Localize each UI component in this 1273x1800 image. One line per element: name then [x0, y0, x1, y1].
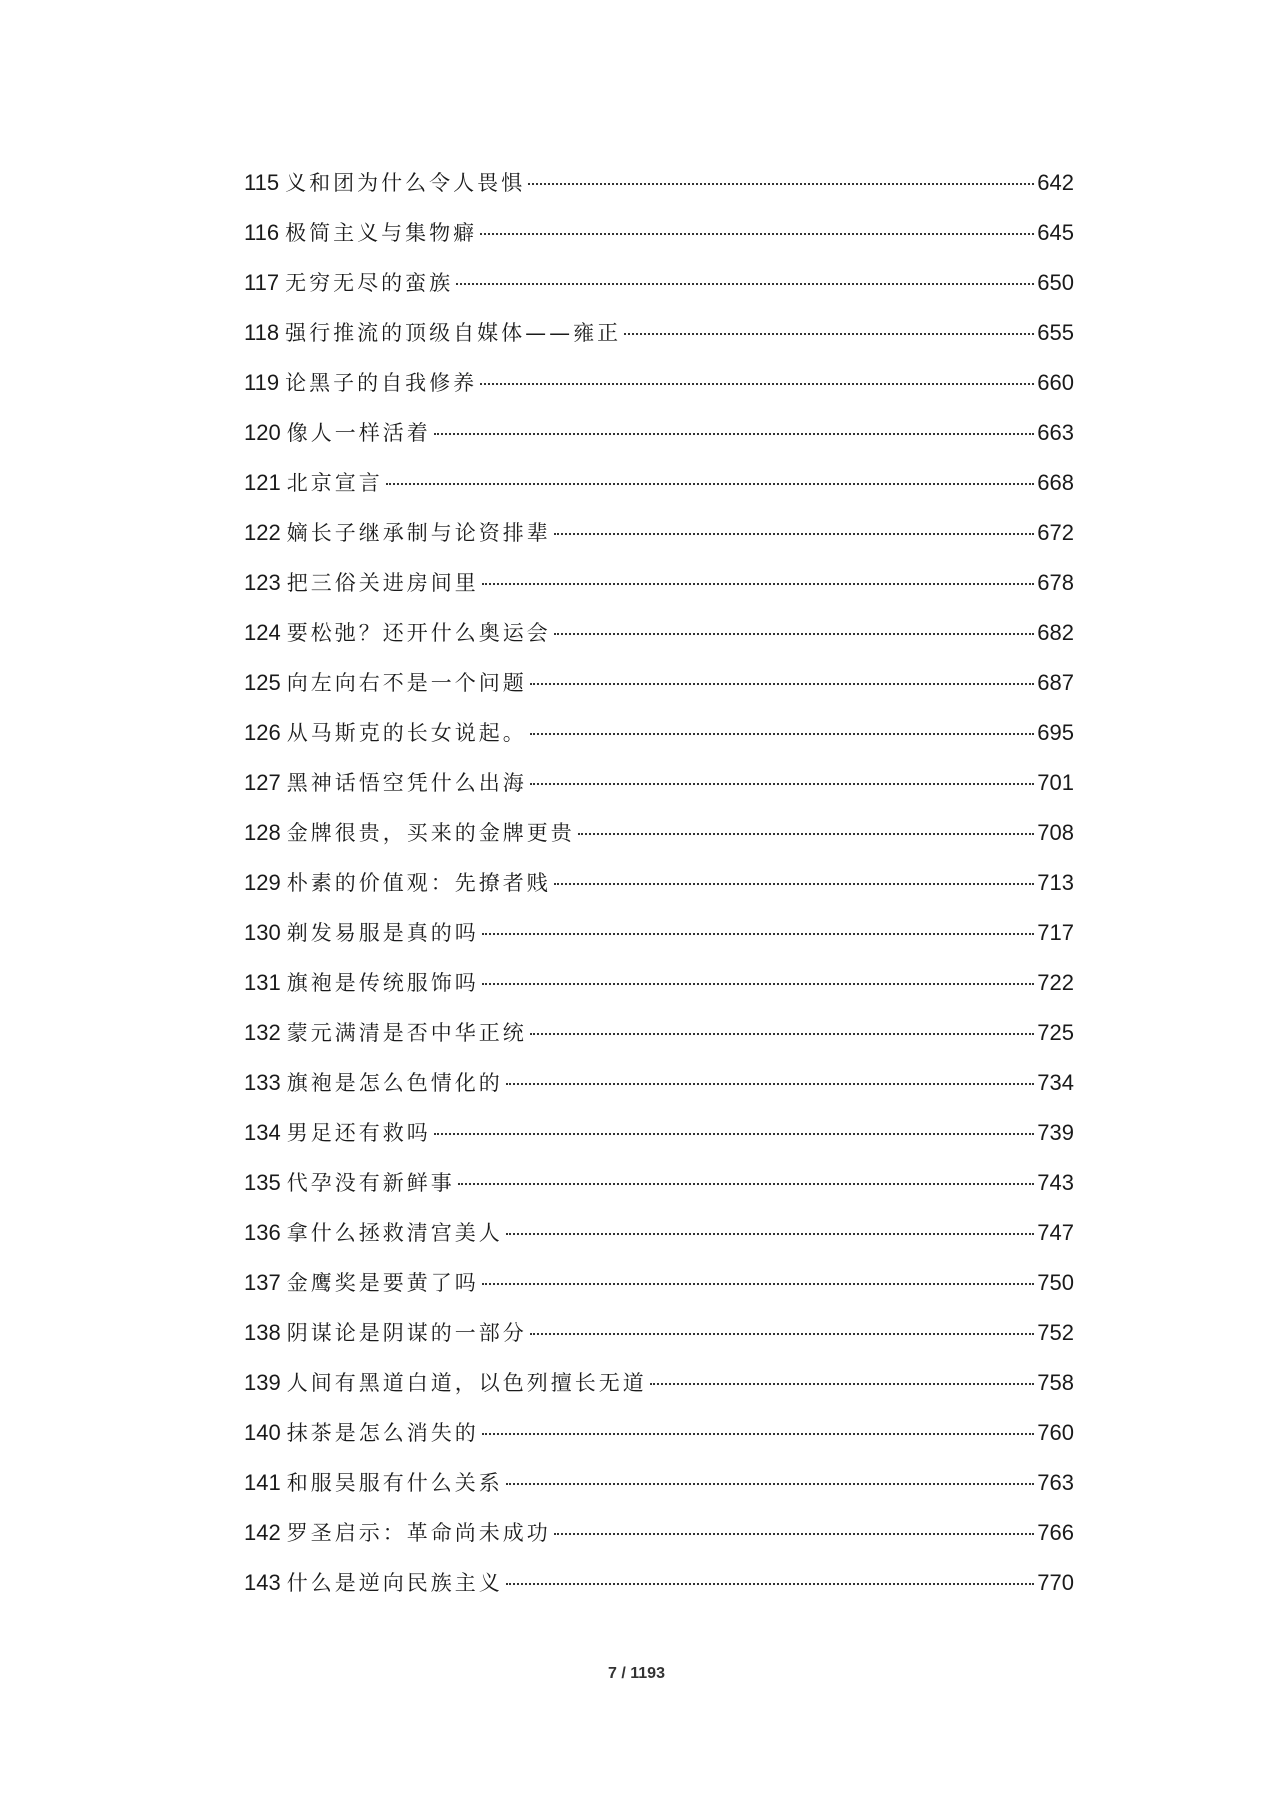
- entry-title: 从马斯克的长女说起。: [286, 721, 527, 745]
- dot-leader: [506, 1083, 1035, 1085]
- dot-leader: [530, 1333, 1035, 1335]
- toc-entry-140[interactable]: [244, 1408, 1074, 1458]
- entry-page-number: 722: [1037, 970, 1074, 995]
- dot-leader: [554, 533, 1035, 535]
- toc-entry-133[interactable]: [244, 1058, 1074, 1108]
- entry-title: 什么是逆向民族主义: [286, 1571, 503, 1595]
- entry-number: 124: [244, 620, 281, 645]
- toc-entry-123[interactable]: [244, 558, 1074, 608]
- toc-entry-131[interactable]: [244, 958, 1074, 1008]
- toc-entry-117[interactable]: [244, 258, 1074, 308]
- dot-leader: [386, 483, 1035, 485]
- entry-title: 代孕没有新鲜事: [286, 1171, 455, 1195]
- toc-entry-118[interactable]: [244, 308, 1074, 358]
- entry-page-number: 734: [1037, 1070, 1074, 1095]
- entry-title: 向左向右不是一个问题: [286, 671, 527, 695]
- entry-title: 和服吴服有什么关系: [286, 1471, 503, 1495]
- dot-leader: [482, 933, 1035, 935]
- entry-number: 133: [244, 1070, 281, 1095]
- toc-entry-128[interactable]: [244, 808, 1074, 858]
- entry-page-number: 645: [1037, 220, 1074, 245]
- entry-title: 极简主义与集物癖: [285, 221, 478, 245]
- toc-entry-121[interactable]: [244, 458, 1074, 508]
- entry-title: 嫡长子继承制与论资排辈: [286, 521, 551, 545]
- entry-page-number: 770: [1037, 1570, 1074, 1595]
- dot-leader: [480, 383, 1034, 385]
- toc-entry-120[interactable]: [244, 408, 1074, 458]
- entry-title: 强行推流的顶级自媒体——雍正: [285, 321, 622, 345]
- entry-page-number: 747: [1037, 1220, 1074, 1245]
- entry-page-number: 695: [1037, 720, 1074, 745]
- entry-title: 北京宣言: [286, 471, 383, 495]
- entry-page-number: 663: [1037, 420, 1074, 445]
- entry-title: 论黑子的自我修养: [285, 371, 478, 395]
- entry-title: 蒙元满清是否中华正统: [286, 1021, 527, 1045]
- dot-leader: [530, 683, 1035, 685]
- entry-title: 男足还有救吗: [286, 1121, 431, 1145]
- entry-number: 138: [244, 1320, 281, 1345]
- entry-number: 130: [244, 920, 281, 945]
- entry-title: 金鹰奖是要黄了吗: [286, 1271, 479, 1295]
- entry-page-number: 766: [1037, 1520, 1074, 1545]
- entry-title: 把三俗关进房间里: [286, 571, 479, 595]
- entry-page-number: 763: [1037, 1470, 1074, 1495]
- entry-number: 127: [244, 770, 281, 795]
- entry-page-number: 752: [1037, 1320, 1074, 1345]
- entry-title: 旗袍是怎么色情化的: [286, 1071, 503, 1095]
- dot-leader: [624, 333, 1034, 335]
- dot-leader: [482, 583, 1035, 585]
- entry-number: 135: [244, 1170, 281, 1195]
- entry-number: 134: [244, 1120, 281, 1145]
- dot-leader: [554, 883, 1035, 885]
- entry-number: 123: [244, 570, 281, 595]
- entry-number: 139: [244, 1370, 281, 1395]
- dot-leader: [554, 1533, 1035, 1535]
- entry-number: 126: [244, 720, 281, 745]
- toc-entry-119[interactable]: [244, 358, 1074, 408]
- dot-leader: [434, 1133, 1035, 1135]
- entry-number: 128: [244, 820, 281, 845]
- entry-page-number: 739: [1037, 1120, 1074, 1145]
- toc-entry-124[interactable]: [244, 608, 1074, 658]
- toc-entry-122[interactable]: [244, 508, 1074, 558]
- toc-entry-135[interactable]: [244, 1158, 1074, 1208]
- entry-number: 116: [244, 220, 280, 245]
- entry-title: 要松弛？还开什么奥运会: [286, 621, 551, 645]
- toc-entry-126[interactable]: [244, 708, 1074, 758]
- toc-entry-132[interactable]: [244, 1008, 1074, 1058]
- entry-title: 拿什么拯救清宫美人: [286, 1221, 503, 1245]
- toc-entry-141[interactable]: [244, 1458, 1074, 1508]
- entry-title: 阴谋论是阴谋的一部分: [286, 1321, 527, 1345]
- toc-entry-125[interactable]: [244, 658, 1074, 708]
- entry-page-number: 682: [1037, 620, 1074, 645]
- dot-leader: [482, 1283, 1035, 1285]
- entry-title: 黑神话悟空凭什么出海: [286, 771, 527, 795]
- entry-number: 136: [244, 1220, 281, 1245]
- entry-title: 人间有黑道白道，以色列擅长无道: [286, 1371, 647, 1395]
- entry-page-number: 758: [1037, 1370, 1074, 1395]
- entry-page-number: 678: [1037, 570, 1074, 595]
- entry-title: 义和团为什么令人畏惧: [285, 171, 526, 195]
- entry-page-number: 642: [1037, 170, 1074, 195]
- entry-number: 131: [244, 970, 281, 995]
- entry-page-number: 750: [1037, 1270, 1074, 1295]
- entry-number: 122: [244, 520, 281, 545]
- toc-entry-130[interactable]: [244, 908, 1074, 958]
- entry-page-number: 650: [1037, 270, 1074, 295]
- dot-leader: [528, 183, 1034, 185]
- dot-leader: [434, 433, 1035, 435]
- dot-leader: [506, 1583, 1035, 1585]
- entry-page-number: 701: [1037, 770, 1074, 795]
- entry-number: 118: [244, 320, 280, 345]
- entry-title: 抹茶是怎么消失的: [286, 1421, 479, 1445]
- entry-title: 金牌很贵，买来的金牌更贵: [286, 821, 575, 845]
- entry-page-number: 660: [1037, 370, 1074, 395]
- entry-title: 像人一样活着: [286, 421, 431, 445]
- entry-number: 125: [244, 670, 281, 695]
- entry-page-number: 668: [1037, 470, 1074, 495]
- toc-entry-143[interactable]: [244, 1558, 1074, 1608]
- entry-title: 剃发易服是真的吗: [286, 921, 479, 945]
- toc-entry-127[interactable]: [244, 758, 1074, 808]
- entry-number: 141: [244, 1470, 281, 1495]
- toc-entry-137[interactable]: [244, 1258, 1074, 1308]
- toc-entry-134[interactable]: [244, 1108, 1074, 1158]
- entry-title: 无穷无尽的蛮族: [285, 271, 454, 295]
- entry-page-number: 655: [1037, 320, 1074, 345]
- dot-leader: [554, 633, 1035, 635]
- dot-leader: [506, 1483, 1035, 1485]
- toc-entry-138[interactable]: [244, 1308, 1074, 1358]
- entry-page-number: 672: [1037, 520, 1074, 545]
- entry-number: 121: [244, 470, 281, 495]
- dot-leader: [530, 783, 1035, 785]
- entry-number: 117: [244, 270, 280, 295]
- entry-page-number: 687: [1037, 670, 1074, 695]
- entry-number: 115: [244, 170, 280, 195]
- entry-number: 129: [244, 870, 281, 895]
- entry-number: 142: [244, 1520, 281, 1545]
- entry-number: 143: [244, 1570, 281, 1595]
- toc-entry-142[interactable]: [244, 1508, 1074, 1558]
- dot-leader: [482, 983, 1035, 985]
- entry-title: 罗圣启示：革命尚未成功: [286, 1521, 551, 1545]
- dot-leader: [530, 1033, 1035, 1035]
- dot-leader: [650, 1383, 1035, 1385]
- dot-leader: [482, 1433, 1035, 1435]
- dot-leader: [506, 1233, 1035, 1235]
- toc-entry-129[interactable]: [244, 858, 1074, 908]
- entry-number: 140: [244, 1420, 281, 1445]
- page-indicator: 7 / 1193: [608, 1665, 665, 1682]
- entry-title: 朴素的价值观：先撩者贱: [286, 871, 551, 895]
- toc-entry-136[interactable]: [244, 1208, 1074, 1258]
- page-footer: [0, 1665, 1273, 1683]
- table-of-contents: [244, 158, 1074, 1608]
- dot-leader: [578, 833, 1035, 835]
- entry-number: 119: [244, 370, 280, 395]
- toc-entry-139[interactable]: [244, 1358, 1074, 1408]
- dot-leader: [480, 233, 1034, 235]
- entry-number: 137: [244, 1270, 281, 1295]
- entry-page-number: 713: [1037, 870, 1074, 895]
- entry-title: 旗袍是传统服饰吗: [286, 971, 479, 995]
- entry-number: 120: [244, 420, 281, 445]
- dot-leader: [530, 733, 1035, 735]
- entry-page-number: 708: [1037, 820, 1074, 845]
- entry-page-number: 725: [1037, 1020, 1074, 1045]
- toc-entry-115[interactable]: [244, 158, 1074, 208]
- dot-leader: [458, 1183, 1035, 1185]
- entry-page-number: 760: [1037, 1420, 1074, 1445]
- entry-number: 132: [244, 1020, 281, 1045]
- entry-page-number: 743: [1037, 1170, 1074, 1195]
- toc-entry-116[interactable]: [244, 208, 1074, 258]
- entry-page-number: 717: [1037, 920, 1074, 945]
- dot-leader: [456, 283, 1034, 285]
